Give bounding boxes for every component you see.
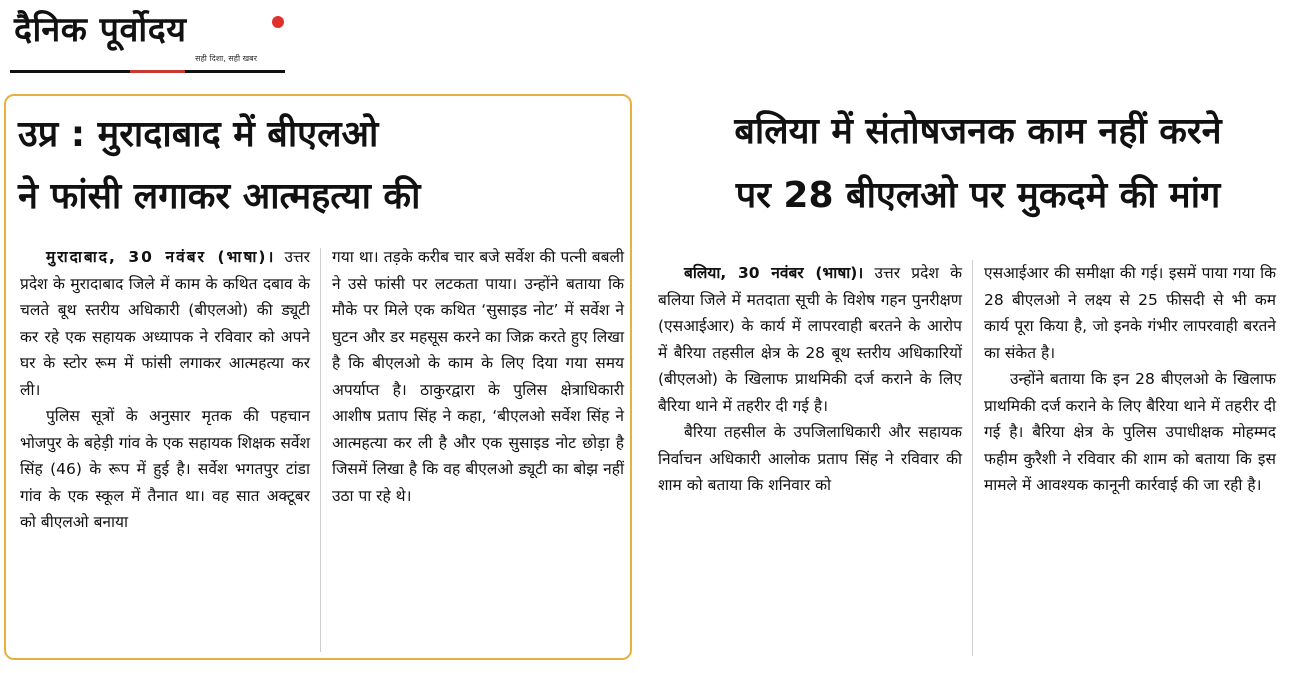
paragraph: उत्तर प्रदेश के बलिया जिले में मतदाता सूची के विशेष गहन पुनरीक्षण (एसआईआर) के कार्य में लापरवाही बरतने के आरोप में बैरिया तहसील क्षेत्र के 28 बूथ स्तरीय अधिकारियों (बीएलओ) के खिलाफ प्राथमिकी दर्ज कराने के लिए बैरिया थाने में तहरीर दी गई है। (658, 264, 962, 415)
masthead (10, 8, 285, 72)
column-divider (972, 260, 973, 656)
story-column-2 (984, 260, 1276, 499)
dateline: बलिया, 30 नवंबर (भाषा)। (684, 264, 864, 282)
column-divider (320, 248, 321, 652)
story-headline (668, 100, 1288, 228)
story-headline (18, 104, 618, 228)
paragraph: उत्तर प्रदेश के मुरादाबाद जिले में काम के कथित दबाव के चलते बूथ स्तरीय अधिकारी (बीएलओ) की ड्यूटी कर रहे एक सहायक अध्यापक ने रविवार को अपने घर के स्टोर रूम में फांसी लगाकर आत्महत्या कर ली। (20, 248, 310, 399)
paragraph: बैरिया तहसील के उपजिलाधिकारी और सहायक निर्वाचन अधिकारी आलोक प्रताप सिंह ने रविवार की शाम को बताया कि शनिवार को (658, 423, 962, 494)
headline-line-2: ने फांसी लगाकर आत्महत्या की (18, 176, 421, 217)
story-moradabad (4, 94, 632, 660)
paragraph: उन्होंने बताया कि इन 28 बीएलओ के खिलाफ प्राथमिकी दर्ज कराने के लिए बैरिया थाने में तहरीर दी गई है। बैरिया क्षेत्र के पुलिस उपाधीक्षक मोहम्मद फहीम कुरैशी ने रविवार की शाम को बताया कि इस मामले में आवश्यक कानूनी कार्रवाई की जा रही है। (984, 370, 1276, 494)
headline-line-1: उप्र : मुरादाबाद में बीएलओ (18, 114, 379, 155)
paragraph: एसआईआर की समीक्षा की गई। इसमें पाया गया कि 28 बीएलओ ने लक्ष्य से 25 फीसदी से भी कम कार्य पूरा किया है, जो इनके गंभीर लापरवाही बरतने का संकेत है। (984, 264, 1276, 362)
paragraph: गया था। तड़के करीब चार बजे सर्वेश की पत्नी बबली ने उसे फांसी पर लटकता पाया। उन्होंने बताया कि मौके पर मिले एक कथित ‘सुसाइड नोट’ में सर्वेश ने घुटन और डर महसूस करने का जिक्र करते हुए लिखा है कि बीएलओ के काम के लिए दिया गया समय अपर्याप्त है। ठाकुरद्वारा के पुलिस क्षेत्राधिकारी आशीष प्रताप सिंह ने कहा, ‘बीएलओ सर्वेश सिंह ने आत्महत्या कर ली है और एक सुसाइड नोट छोड़ा है जिसमें लिखा है कि वह बीएलओ ड्यूटी का बोझ नहीं उठा पा रहे थे। (332, 248, 624, 505)
story-column-1 (658, 260, 962, 499)
masthead-accent-rule (130, 70, 185, 73)
story-column-1 (20, 244, 310, 536)
headline-line-1: बलिया में संतोषजनक काम नहीं करने (734, 111, 1222, 152)
dateline: मुरादाबाद, 30 नवंबर (भाषा)। (46, 248, 276, 266)
story-ballia (650, 94, 1290, 664)
paragraph: पुलिस सूत्रों के अनुसार मृतक की पहचान भोजपुर के बहेड़ी गांव के एक सहायक शिक्षक सर्वेश सिंह (46) के रूप में हुई है। सर्वेश भगतपुर टांडा गांव के एक स्कूल में तैनात था। वह सात अक्टूबर को बीएलओ बनाया (20, 407, 310, 531)
story-column-2 (332, 244, 624, 509)
logo-dot (272, 16, 284, 28)
newspaper-tagline: सही दिशा, सही खबर (195, 54, 257, 63)
headline-line-2: पर 28 बीएलओ पर मुकदमे की मांग (735, 175, 1221, 216)
newspaper-logo: दैनिक पूर्वोदय (14, 10, 187, 50)
